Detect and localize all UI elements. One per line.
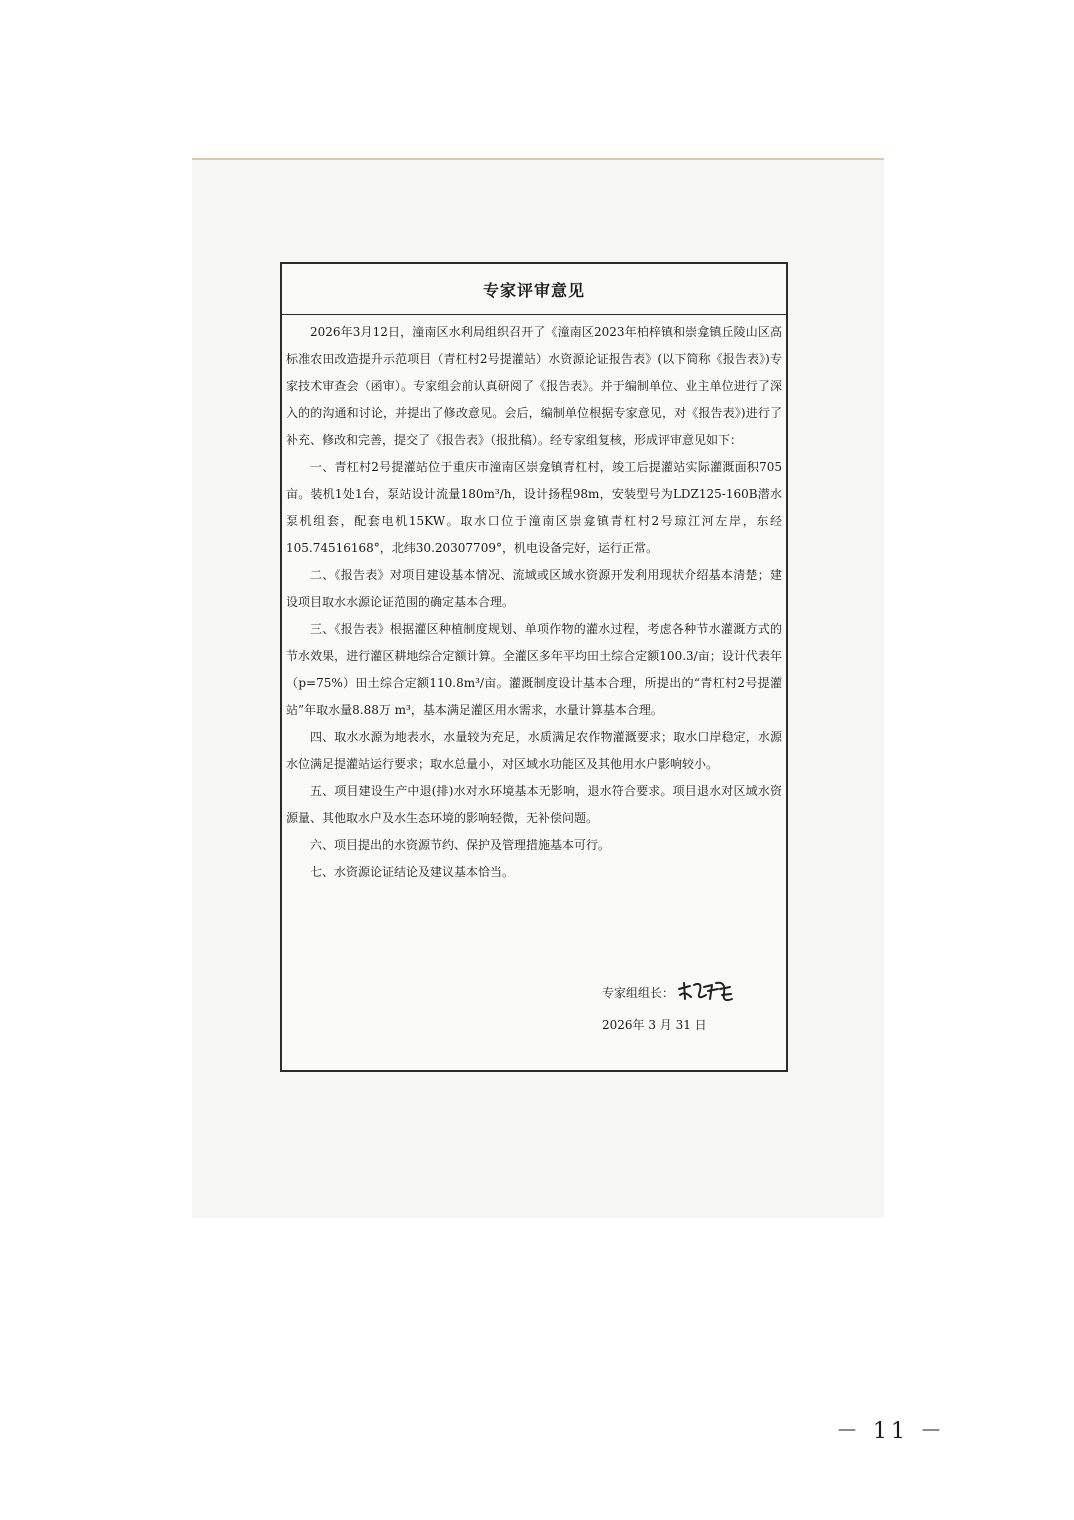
expert-review-form	[280, 262, 788, 1072]
signature-label: 专家组组长：	[601, 985, 674, 1000]
page-number: － 11 －	[836, 1419, 946, 1444]
form-body	[282, 315, 786, 886]
paragraph-item-2: 二、《报告表》对项目建设基本情况、流域或区域水资源开发利用现状介绍基本清楚；建设项目取水水源论证范围的确定基本合理。	[286, 568, 782, 609]
paragraph-item-4: 四、取水水源为地表水，水量较为充足，水质满足农作物灌溉要求；取水口岸稳定，水源水位满足提灌站运行要求；取水总量小，对区域水功能区及其他用水户影响较小。	[286, 730, 782, 771]
signature-line	[602, 974, 736, 1010]
form-title-row	[282, 264, 786, 315]
form-title: 专家评审意见	[482, 280, 585, 300]
signature-date: 2026年 3 月 31 日	[601, 1018, 707, 1032]
paragraph-item-3: 三、《报告表》根据灌区种植制度规划、单项作物的灌水过程，考虑各种节水灌溉方式的节水效果，进行灌区耕地综合定额计算。全灌区多年平均田土综合定额100.3/亩；设计代表年（p=75%）田土综合定额110.8m³/亩。灌溉制度设计基本合理，所提出的“青杠村2号提灌站”年取水量8.88万 m³，基本满足灌区用水需求，水量计算基本合理。	[286, 622, 782, 717]
paragraph-item-7: 七、水资源论证结论及建议基本恰当。	[310, 865, 515, 879]
paragraph-item-1: 一、青杠村2号提灌站位于重庆市潼南区崇龛镇青杠村，竣工后提灌站实际灌溉面积705亩。装机1处1台，泵站设计流量180m³/h，设计扬程98m，安装型号为LDZ125-160B潜水泵机组套，配套电机15KW。取水口位于潼南区崇龛镇青杠村2号琼江河左岸，东经105.74516168°，北纬30.20307709°，机电设备完好，运行正常。	[286, 460, 782, 555]
signature-block	[602, 974, 736, 1033]
paragraph-item-6: 六、项目提出的水资源节约、保护及管理措施基本可行。	[310, 838, 611, 852]
paragraph-intro: 2026年3月12日，潼南区水利局组织召开了《潼南区2023年柏梓镇和崇龛镇丘陵山区高标准农田改造提升示范项目（青杠村2号提灌站）水资源论证报告表》(以下简称《报告表》)专家技术审查会（函审）。专家组会前认真研阅了《报告表》。并于编制单位、业主单位进行了深入的的沟通和讨论，并提出了修改意见。会后，编制单位根据专家意见，对《报告表》)进行了补充、修改和完善，提交了《报告表》（报批稿）。经专家组复核，形成评审意见如下：	[286, 325, 782, 447]
handwritten-signature	[676, 977, 736, 1007]
paragraph-item-5: 五、项目建设生产中退(排)水对水环境基本无影响，退水符合要求。项目退水对区域水资源量、其他取水户及水生态环境的影响轻微，无补偿问题。	[286, 784, 782, 825]
